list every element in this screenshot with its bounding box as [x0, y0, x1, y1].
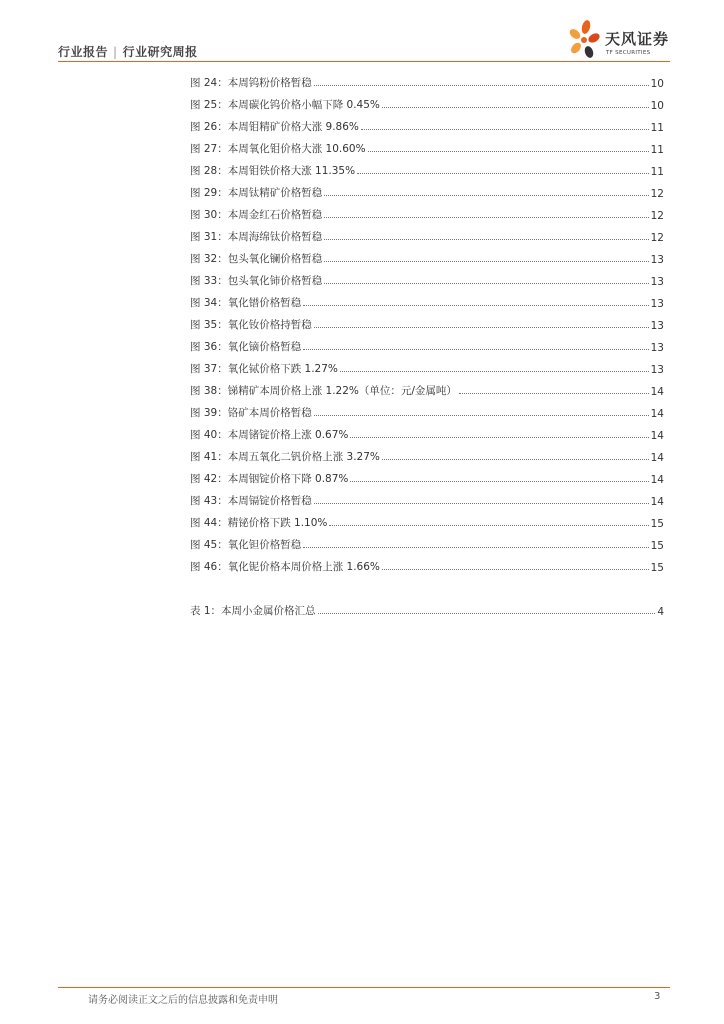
toc-dot-leader: [382, 107, 649, 108]
toc-entry-page: 14: [650, 408, 664, 420]
toc-entry-label: 图 36：氧化镝价格暂稳: [190, 341, 302, 353]
toc-entry[interactable]: [190, 420, 664, 442]
toc-entry-page: 14: [650, 496, 664, 508]
toc-entry-page: 4: [657, 606, 664, 618]
toc-entry-label: 图 26：本周钼精矿价格大涨 9.86%: [190, 121, 359, 133]
toc-dot-leader: [303, 305, 648, 306]
toc-dot-leader: [303, 349, 648, 350]
toc-entry-page: 13: [650, 320, 664, 332]
toc-entry[interactable]: [190, 596, 664, 618]
toc-entry[interactable]: [190, 222, 664, 244]
toc-entry-label: 图 33：包头氧化铈价格暂稳: [190, 275, 323, 287]
toc-entry-page: 14: [650, 452, 664, 464]
toc-entry-label: 图 27：本周氧化钼价格大涨 10.60%: [190, 143, 366, 155]
toc-entry[interactable]: [190, 244, 664, 266]
toc-dot-leader: [324, 195, 648, 196]
toc-entry-label: 图 42：本周铟锭价格下降 0.87%: [190, 473, 349, 485]
toc-entry-label: 表 1：本周小金属价格汇总: [190, 605, 316, 617]
toc-entry[interactable]: [190, 288, 664, 310]
table-of-contents: [190, 68, 664, 618]
toc-entry-label: 图 39：铬矿本周价格暂稳: [190, 407, 312, 419]
toc-entry-page: 15: [650, 540, 664, 552]
toc-entry[interactable]: [190, 112, 664, 134]
toc-entry-label: 图 38：锑精矿本周价格上涨 1.22%（单位：元/金属吨）: [190, 385, 457, 397]
toc-dot-leader: [329, 525, 648, 526]
toc-entry-page: 10: [650, 78, 664, 90]
toc-dot-leader: [314, 503, 649, 504]
toc-entry-label: 图 34：氧化镨价格暂稳: [190, 297, 302, 309]
toc-entry-label: 图 44：精铋价格下跌 1.10%: [190, 517, 328, 529]
toc-entry-page: 12: [650, 232, 664, 244]
toc-dot-leader: [459, 393, 649, 394]
toc-entry-page: 12: [650, 188, 664, 200]
page-number: 3: [654, 991, 661, 1002]
toc-dot-leader: [382, 459, 649, 460]
toc-dot-leader: [368, 151, 649, 152]
toc-entry[interactable]: [190, 398, 664, 420]
toc-entry[interactable]: [190, 68, 664, 90]
toc-dot-leader: [350, 481, 648, 482]
toc-entry-page: 15: [650, 518, 664, 530]
toc-dot-leader: [324, 283, 648, 284]
toc-entry[interactable]: [190, 354, 664, 376]
toc-dot-leader: [314, 327, 649, 328]
toc-entry-page: 14: [650, 430, 664, 442]
company-logo: [564, 18, 674, 62]
toc-entry-page: 14: [650, 386, 664, 398]
toc-entry-page: 11: [650, 166, 664, 178]
toc-entry[interactable]: [190, 442, 664, 464]
footer-disclaimer: 请务必阅读正文之后的信息披露和免责申明: [88, 995, 278, 1006]
toc-dot-leader: [324, 261, 648, 262]
toc-entry-label: 图 24：本周钨粉价格暂稳: [190, 77, 312, 89]
toc-entry-page: 13: [650, 342, 664, 354]
toc-entry[interactable]: [190, 266, 664, 288]
toc-entry-label: 图 41：本周五氧化二钒价格上涨 3.27%: [190, 451, 380, 463]
toc-spacer: [190, 574, 664, 596]
toc-entry-label: 图 37：氧化铽价格下跌 1.27%: [190, 363, 338, 375]
toc-entry[interactable]: [190, 310, 664, 332]
toc-entry-label: 图 45：氧化钽价格暂稳: [190, 539, 302, 551]
toc-entry[interactable]: [190, 376, 664, 398]
toc-dot-leader: [324, 217, 648, 218]
table-list: [190, 596, 664, 618]
toc-entry-label: 图 31：本周海绵钛价格暂稳: [190, 231, 323, 243]
toc-entry-page: 14: [650, 474, 664, 486]
toc-entry-page: 13: [650, 254, 664, 266]
toc-entry[interactable]: [190, 156, 664, 178]
toc-entry-page: 13: [650, 276, 664, 288]
toc-dot-leader: [350, 437, 648, 438]
toc-entry-label: 图 35：氧化钕价格持暂稳: [190, 319, 312, 331]
toc-entry-page: 13: [650, 298, 664, 310]
toc-dot-leader: [361, 129, 649, 130]
toc-entry-label: 图 32：包头氧化镧价格暂稳: [190, 253, 323, 265]
toc-dot-leader: [314, 85, 649, 86]
toc-entry-page: 15: [650, 562, 664, 574]
toc-entry[interactable]: [190, 552, 664, 574]
flower-logo-icon: [564, 18, 604, 62]
toc-entry-page: 12: [650, 210, 664, 222]
toc-entry-page: 10: [650, 100, 664, 112]
toc-entry[interactable]: [190, 200, 664, 222]
logo-chinese-text: 天风证券: [605, 30, 670, 48]
logo-english-text: TF SECURITIES: [606, 50, 651, 56]
toc-entry-label: 图 46：氧化铌价格本周价格上涨 1.66%: [190, 561, 380, 573]
toc-entry[interactable]: [190, 486, 664, 508]
toc-entry-label: 图 30：本周金红石价格暂稳: [190, 209, 323, 221]
toc-dot-leader: [303, 547, 648, 548]
toc-entry-label: 图 43：本周镉锭价格暂稳: [190, 495, 312, 507]
toc-dot-leader: [382, 569, 649, 570]
toc-entry[interactable]: [190, 464, 664, 486]
report-category-label: 行业报告: [58, 45, 109, 59]
toc-dot-leader: [340, 371, 649, 372]
toc-entry-label: 图 29：本周钛精矿价格暂稳: [190, 187, 323, 199]
toc-dot-leader: [318, 613, 656, 614]
toc-entry-label: 图 28：本周钼铁价格大涨 11.35%: [190, 165, 356, 177]
toc-entry[interactable]: [190, 178, 664, 200]
toc-entry-page: 11: [650, 122, 664, 134]
toc-entry-page: 11: [650, 144, 664, 156]
toc-entry[interactable]: [190, 508, 664, 530]
toc-entry-label: 图 40：本周锗锭价格上涨 0.67%: [190, 429, 349, 441]
toc-entry-label: 图 25：本周碳化钨价格小幅下降 0.45%: [190, 99, 380, 111]
header-separator: |: [113, 45, 118, 59]
footer-divider: [58, 987, 670, 988]
toc-entry[interactable]: [190, 90, 664, 112]
report-subcategory-label: 行业研究周报: [122, 45, 198, 59]
header-divider: [58, 61, 670, 62]
report-category: [58, 43, 198, 60]
figure-list: [190, 68, 664, 574]
toc-entry-page: 13: [650, 364, 664, 376]
toc-dot-leader: [314, 415, 649, 416]
toc-entry[interactable]: [190, 332, 664, 354]
toc-dot-leader: [324, 239, 648, 240]
toc-entry[interactable]: [190, 530, 664, 552]
toc-entry[interactable]: [190, 134, 664, 156]
toc-dot-leader: [357, 173, 649, 174]
